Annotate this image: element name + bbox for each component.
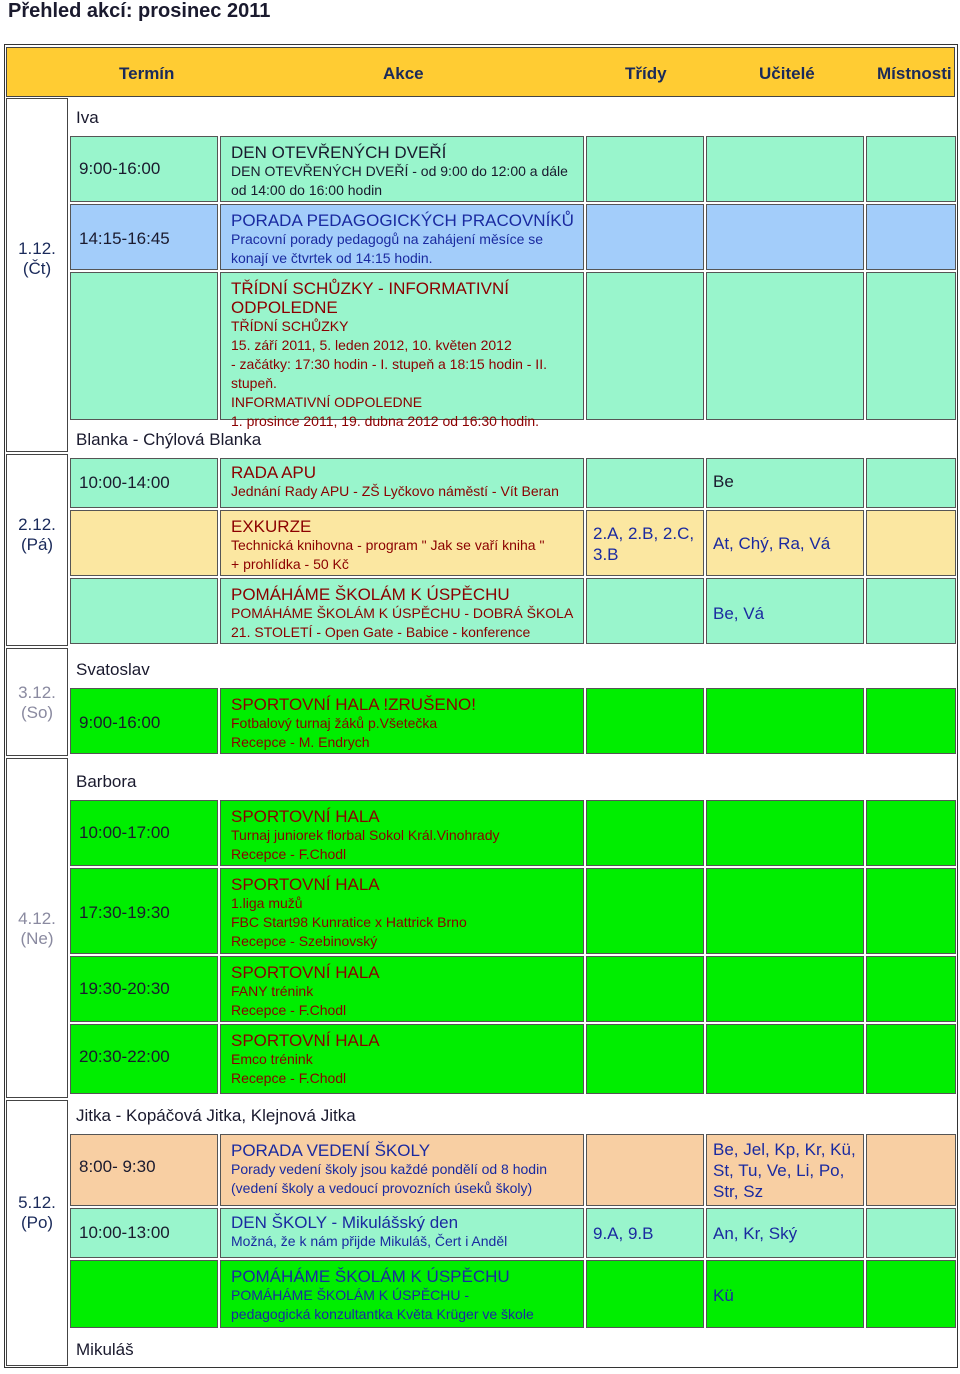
rooms-cell bbox=[866, 956, 956, 1022]
date-label: 3.12. bbox=[18, 683, 56, 702]
event-desc: Porady vedení školy jsou každé pondělí od 8 hodin (vedení školy a vedoucí provozních úseků školy) bbox=[231, 1161, 547, 1196]
event-desc-line: Recepce - Szebinovský bbox=[231, 933, 378, 949]
event-desc-line: Turnaj juniorek florbal Sokol Král.Vinohrady bbox=[231, 827, 500, 843]
event-desc-line: Recepce - F.Chodl bbox=[231, 846, 347, 862]
event-cell bbox=[220, 578, 584, 644]
rooms-cell bbox=[866, 204, 956, 270]
date-cell bbox=[6, 98, 68, 452]
date-cell bbox=[6, 648, 68, 756]
rooms-cell bbox=[866, 1024, 956, 1094]
classes-cell bbox=[586, 204, 704, 270]
day-of-week: (Čt) bbox=[22, 259, 52, 278]
duty-name: Mikuláš bbox=[76, 1340, 134, 1359]
time-cell: 10:00-14:00 bbox=[70, 458, 218, 508]
rooms-cell bbox=[866, 1260, 956, 1328]
event-cell bbox=[220, 688, 584, 754]
duty-name: Iva bbox=[76, 108, 99, 127]
event-title: TŘÍDNÍ SCHŮZKY - INFORMATIVNÍ ODPOLEDNE bbox=[231, 279, 509, 317]
event-desc-line: 1. prosince 2011, 19. dubna 2012 od 16:30 hodin. bbox=[231, 413, 539, 429]
event-desc: DEN OTEVŘENÝCH DVEŘÍ - od 9:00 do 12:00 a dále od 14:00 do 16:00 hodin bbox=[231, 163, 568, 198]
day-of-week: (Po) bbox=[20, 1213, 54, 1232]
classes-cell bbox=[586, 956, 704, 1022]
event-title: DEN ŠKOLY - Mikulášský den bbox=[231, 1213, 459, 1232]
teachers-cell bbox=[706, 272, 864, 420]
day-of-week: (Ne) bbox=[20, 929, 54, 948]
time-cell: 20:30-22:00 bbox=[70, 1024, 218, 1094]
rooms-cell bbox=[866, 136, 956, 202]
event-desc-line: - začátky: 17:30 hodin - I. stupeň a 18:15 hodin - II. stupeň. bbox=[231, 356, 547, 391]
event-cell bbox=[220, 136, 584, 202]
rooms-cell bbox=[866, 458, 956, 508]
teachers-cell bbox=[706, 136, 864, 202]
header-ucitele: Učitelé bbox=[759, 64, 815, 83]
time-cell: 10:00-13:00 bbox=[70, 1208, 218, 1258]
time-cell bbox=[70, 1260, 218, 1328]
event-desc-line: FANY trénink bbox=[231, 983, 314, 999]
event-title: POMÁHÁME ŠKOLÁM K ÚSPĚCHU bbox=[231, 1267, 510, 1286]
event-desc-line: Emco trénink bbox=[231, 1051, 313, 1067]
date-label: 2.12. bbox=[18, 515, 56, 534]
date-cell bbox=[6, 758, 68, 1098]
header-termin: Termín bbox=[119, 64, 175, 83]
event-title: SPORTOVNÍ HALA !ZRUŠENO! bbox=[231, 695, 476, 714]
event-desc: POMÁHÁME ŠKOLÁM K ÚSPĚCHU - DOBRÁ ŠKOLA 21. STOLETÍ - Open Gate - Babice - konference bbox=[231, 605, 573, 640]
event-title: PORADA VEDENÍ ŠKOLY bbox=[231, 1141, 431, 1160]
event-desc-line: TŘÍDNÍ SCHŮZKY bbox=[231, 318, 349, 334]
header-akce: Akce bbox=[383, 64, 424, 83]
event-desc: Technická knihovna - program " Jak se vaří kniha " + prohlídka - 50 Kč bbox=[231, 537, 545, 572]
teachers-cell: Be bbox=[706, 458, 864, 508]
event-title: SPORTOVNÍ HALA bbox=[231, 875, 380, 894]
page-title: Přehled akcí: prosinec 2011 bbox=[8, 0, 271, 22]
event-cell bbox=[220, 1260, 584, 1328]
event-desc-line: INFORMATIVNÍ ODPOLEDNE bbox=[231, 394, 423, 410]
event-desc: Jednání Rady APU - ZŠ Lyčkovo náměstí - Vít Beran bbox=[231, 483, 559, 499]
classes-cell bbox=[586, 136, 704, 202]
teachers-cell bbox=[706, 956, 864, 1022]
teachers-cell bbox=[706, 204, 864, 270]
time-cell bbox=[70, 272, 218, 420]
event-desc-line: 15. září 2011, 5. leden 2012, 10. květen 2012 bbox=[231, 337, 512, 353]
event-cell bbox=[220, 204, 584, 270]
time-cell: 9:00-16:00 bbox=[70, 136, 218, 202]
classes-cell bbox=[586, 868, 704, 954]
event-cell bbox=[220, 510, 584, 576]
classes-cell bbox=[586, 578, 704, 644]
event-cell bbox=[220, 956, 584, 1022]
event-cell bbox=[220, 458, 584, 508]
event-cell bbox=[220, 1208, 584, 1258]
duty-name: Blanka - Chýlová Blanka bbox=[76, 430, 262, 449]
time-cell: 17:30-19:30 bbox=[70, 868, 218, 954]
event-title: DEN OTEVŘENÝCH DVEŘÍ bbox=[231, 143, 447, 162]
date-label: 4.12. bbox=[18, 909, 56, 928]
duty-name: Barbora bbox=[76, 772, 137, 791]
event-cell bbox=[220, 800, 584, 866]
event-desc-line: Recepce - M. Endrych bbox=[231, 734, 370, 750]
date-cell bbox=[6, 1100, 68, 1366]
header-tridy: Třídy bbox=[625, 64, 667, 83]
teachers-cell: Be, Vá bbox=[706, 578, 864, 644]
teachers-cell: Be, Jel, Kp, Kr, Kü, St, Tu, Ve, Li, Po, Str, Sz bbox=[706, 1134, 864, 1206]
event-desc-line: Recepce - F.Chodl bbox=[231, 1070, 347, 1086]
classes-cell bbox=[586, 1260, 704, 1328]
time-cell: 14:15-16:45 bbox=[70, 204, 218, 270]
classes-cell bbox=[586, 458, 704, 508]
event-desc: Možná, že k nám přijde Mikuláš, Čert i Anděl bbox=[231, 1233, 508, 1249]
rooms-cell bbox=[866, 578, 956, 644]
classes-cell bbox=[586, 1024, 704, 1094]
event-title: SPORTOVNÍ HALA bbox=[231, 1031, 380, 1050]
event-desc-line: Recepce - F.Chodl bbox=[231, 1002, 347, 1018]
date-label: 5.12. bbox=[18, 1193, 56, 1212]
teachers-cell: At, Chý, Ra, Vá bbox=[706, 510, 864, 576]
rooms-cell bbox=[866, 1134, 956, 1206]
date-cell bbox=[6, 454, 68, 646]
time-cell: 8:00- 9:30 bbox=[70, 1134, 218, 1206]
event-title: SPORTOVNÍ HALA bbox=[231, 807, 380, 826]
classes-cell: 9.A, 9.B bbox=[586, 1208, 704, 1258]
teachers-cell: An, Kr, Ský bbox=[706, 1208, 864, 1258]
event-desc: POMÁHÁME ŠKOLÁM K ÚSPĚCHU - pedagogická konzultantka Květa Krüger ve škole bbox=[231, 1287, 534, 1322]
classes-cell bbox=[586, 800, 704, 866]
event-cell bbox=[220, 1134, 584, 1206]
event-cell bbox=[220, 272, 584, 429]
duty-name: Svatoslav bbox=[76, 660, 150, 679]
classes-cell bbox=[586, 1134, 704, 1206]
teachers-cell bbox=[706, 1024, 864, 1094]
classes-cell bbox=[586, 272, 704, 420]
date-label: 1.12. bbox=[18, 239, 56, 258]
teachers-cell bbox=[706, 868, 864, 954]
day-of-week: (So) bbox=[20, 703, 54, 722]
rooms-cell bbox=[866, 272, 956, 420]
event-title: RADA APU bbox=[231, 463, 317, 482]
time-cell bbox=[70, 578, 218, 644]
event-title: EXKURZE bbox=[231, 517, 312, 536]
day-of-week: (Pá) bbox=[20, 535, 54, 554]
event-cell bbox=[220, 868, 584, 954]
classes-cell: 2.A, 2.B, 2.C, 3.B bbox=[586, 510, 704, 576]
rooms-cell bbox=[866, 688, 956, 754]
event-desc: Pracovní porady pedagogů na zahájení měsíce se konají ve čtvrtek od 14:15 hodin. bbox=[231, 231, 544, 266]
time-cell bbox=[70, 510, 218, 576]
rooms-cell bbox=[866, 868, 956, 954]
event-cell bbox=[220, 1024, 584, 1094]
classes-cell bbox=[586, 688, 704, 754]
event-title: PORADA PEDAGOGICKÝCH PRACOVNÍKŮ bbox=[231, 211, 574, 230]
rooms-cell bbox=[866, 800, 956, 866]
event-title: SPORTOVNÍ HALA bbox=[231, 963, 380, 982]
time-cell: 9:00-16:00 bbox=[70, 688, 218, 754]
time-cell: 19:30-20:30 bbox=[70, 956, 218, 1022]
header-mistnosti: Místnosti bbox=[877, 64, 952, 83]
event-title: POMÁHÁME ŠKOLÁM K ÚSPĚCHU bbox=[231, 585, 510, 604]
duty-name: Jitka - Kopáčová Jitka, Klejnová Jitka bbox=[76, 1106, 356, 1125]
event-desc-line: 1.liga mužů bbox=[231, 895, 303, 911]
rooms-cell bbox=[866, 510, 956, 576]
teachers-cell bbox=[706, 688, 864, 754]
rooms-cell bbox=[866, 1208, 956, 1258]
teachers-cell: Kü bbox=[706, 1260, 864, 1328]
teachers-cell bbox=[706, 800, 864, 866]
event-desc-line: FBC Start98 Kunratice x Hattrick Brno bbox=[231, 914, 467, 930]
time-cell: 10:00-17:00 bbox=[70, 800, 218, 866]
header-row bbox=[6, 47, 955, 97]
event-desc-line: Fotbalový turnaj žáků p.Všetečka bbox=[231, 715, 438, 731]
